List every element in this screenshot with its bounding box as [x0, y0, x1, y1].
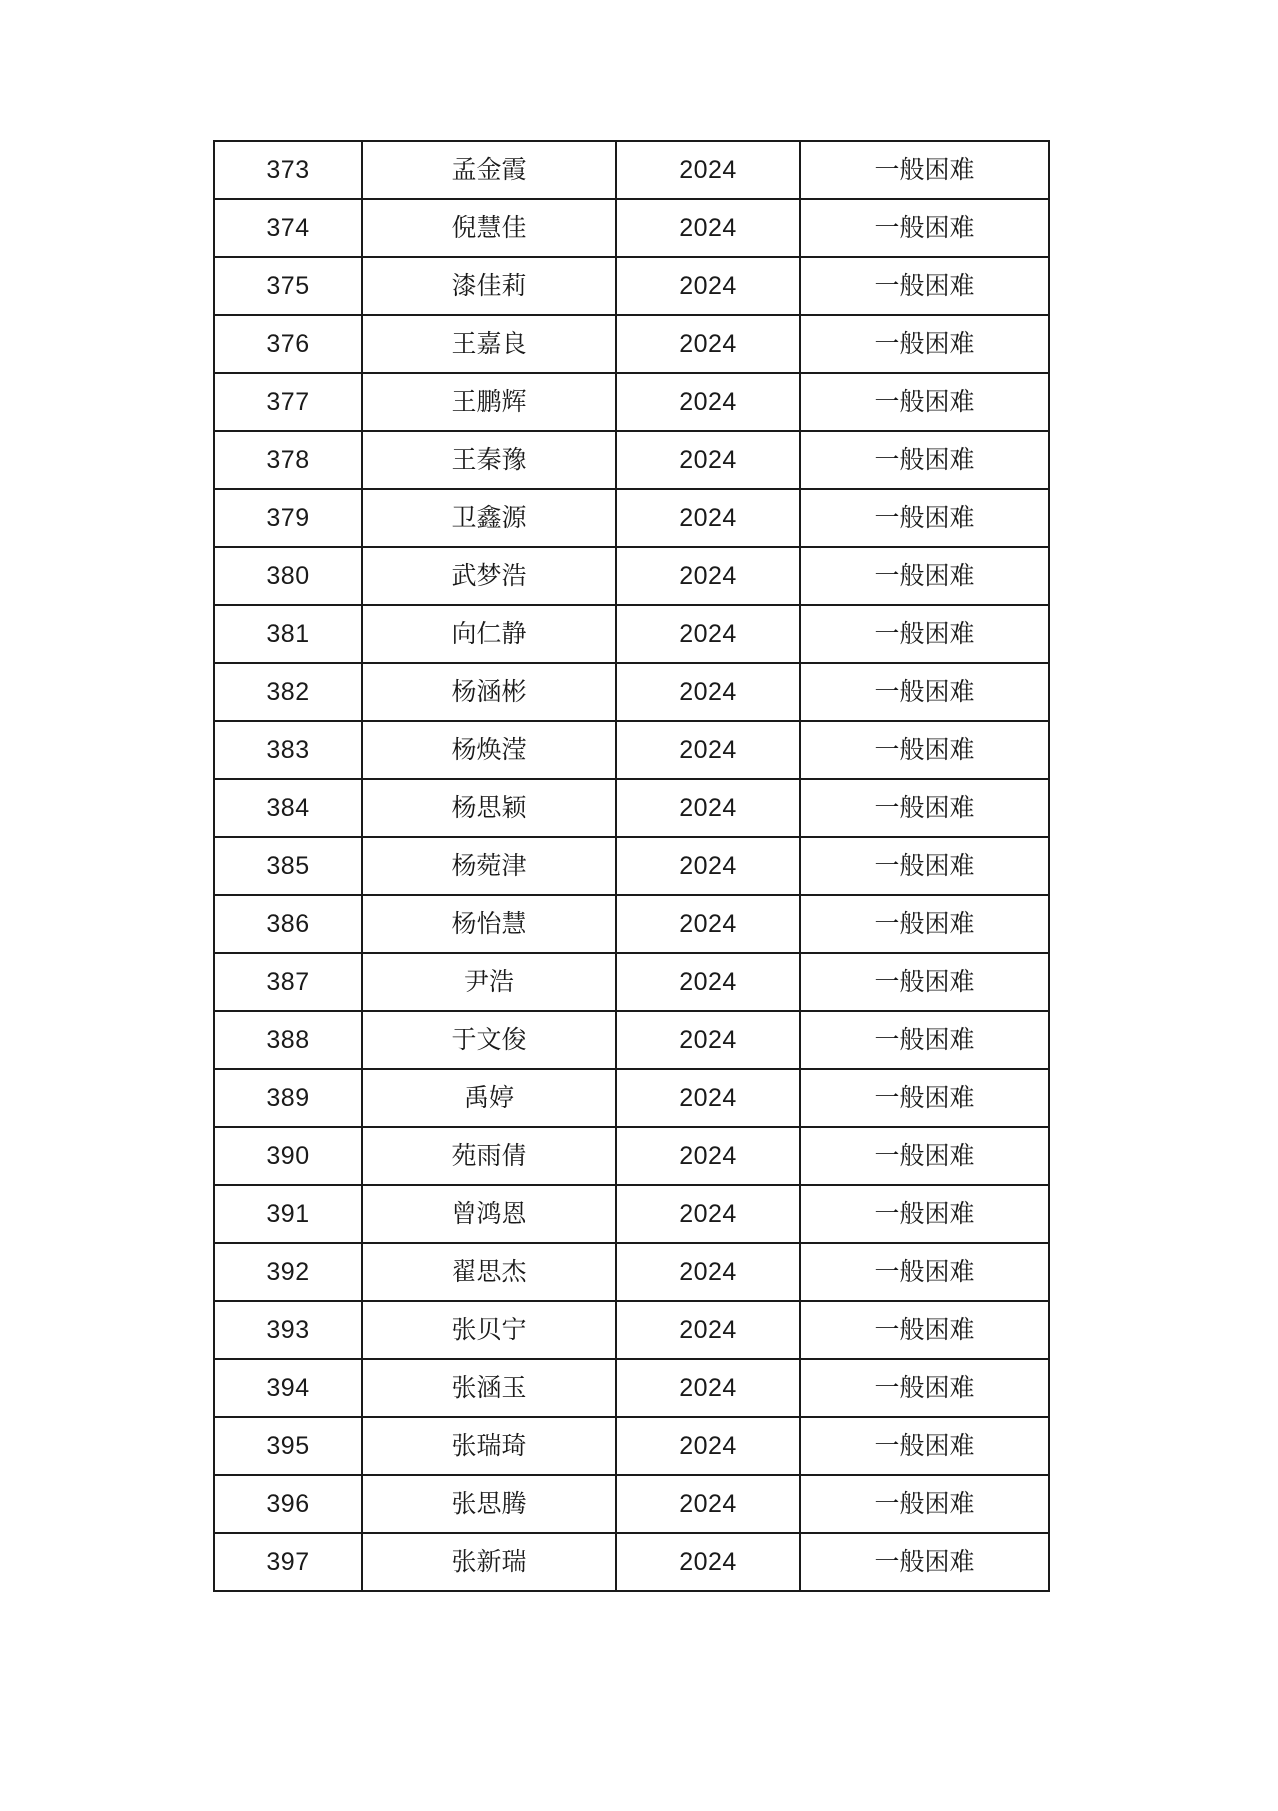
row-number-cell: 382 — [214, 663, 362, 721]
table-row — [214, 1127, 1049, 1185]
student-name-cell: 向仁静 — [362, 605, 616, 663]
year-cell: 2024 — [616, 837, 800, 895]
table-row — [214, 489, 1049, 547]
table-row — [214, 1359, 1049, 1417]
year-cell: 2024 — [616, 1185, 800, 1243]
difficulty-level-cell: 一般困难 — [800, 1475, 1049, 1533]
year-cell: 2024 — [616, 257, 800, 315]
student-name-cell: 张瑞琦 — [362, 1417, 616, 1475]
difficulty-level-cell: 一般困难 — [800, 1069, 1049, 1127]
row-number-cell: 387 — [214, 953, 362, 1011]
table-row — [214, 431, 1049, 489]
student-name-cell: 尹浩 — [362, 953, 616, 1011]
row-number-cell: 392 — [214, 1243, 362, 1301]
roster-table-body — [214, 141, 1049, 1591]
year-cell: 2024 — [616, 1359, 800, 1417]
student-name-cell: 王嘉良 — [362, 315, 616, 373]
year-cell: 2024 — [616, 373, 800, 431]
difficulty-level-cell: 一般困难 — [800, 315, 1049, 373]
year-cell: 2024 — [616, 547, 800, 605]
table-row — [214, 1011, 1049, 1069]
difficulty-level-cell: 一般困难 — [800, 721, 1049, 779]
difficulty-level-cell: 一般困难 — [800, 257, 1049, 315]
student-name-cell: 武梦浩 — [362, 547, 616, 605]
student-name-cell: 王秦豫 — [362, 431, 616, 489]
table-row — [214, 1475, 1049, 1533]
difficulty-level-cell: 一般困难 — [800, 779, 1049, 837]
student-name-cell: 翟思杰 — [362, 1243, 616, 1301]
year-cell: 2024 — [616, 431, 800, 489]
difficulty-level-cell: 一般困难 — [800, 1127, 1049, 1185]
row-number-cell: 394 — [214, 1359, 362, 1417]
table-row — [214, 663, 1049, 721]
student-name-cell: 卫鑫源 — [362, 489, 616, 547]
difficulty-level-cell: 一般困难 — [800, 1359, 1049, 1417]
row-number-cell: 386 — [214, 895, 362, 953]
table-row — [214, 315, 1049, 373]
row-number-cell: 379 — [214, 489, 362, 547]
difficulty-level-cell: 一般困难 — [800, 1185, 1049, 1243]
difficulty-level-cell: 一般困难 — [800, 547, 1049, 605]
year-cell: 2024 — [616, 489, 800, 547]
table-row — [214, 1243, 1049, 1301]
row-number-cell: 393 — [214, 1301, 362, 1359]
difficulty-level-cell: 一般困难 — [800, 1301, 1049, 1359]
row-number-cell: 391 — [214, 1185, 362, 1243]
student-name-cell: 张思腾 — [362, 1475, 616, 1533]
student-name-cell: 苑雨倩 — [362, 1127, 616, 1185]
difficulty-level-cell: 一般困难 — [800, 141, 1049, 199]
year-cell: 2024 — [616, 1533, 800, 1591]
student-name-cell: 孟金霞 — [362, 141, 616, 199]
row-number-cell: 388 — [214, 1011, 362, 1069]
year-cell: 2024 — [616, 1475, 800, 1533]
table-row — [214, 257, 1049, 315]
student-name-cell: 漆佳莉 — [362, 257, 616, 315]
difficulty-level-cell: 一般困难 — [800, 605, 1049, 663]
table-row — [214, 1185, 1049, 1243]
difficulty-level-cell: 一般困难 — [800, 199, 1049, 257]
difficulty-level-cell: 一般困难 — [800, 1417, 1049, 1475]
year-cell: 2024 — [616, 663, 800, 721]
table-row — [214, 547, 1049, 605]
table-row — [214, 1533, 1049, 1591]
table-row — [214, 1301, 1049, 1359]
table-row — [214, 837, 1049, 895]
year-cell: 2024 — [616, 1011, 800, 1069]
year-cell: 2024 — [616, 1127, 800, 1185]
difficulty-level-cell: 一般困难 — [800, 1243, 1049, 1301]
difficulty-level-cell: 一般困难 — [800, 1533, 1049, 1591]
row-number-cell: 377 — [214, 373, 362, 431]
year-cell: 2024 — [616, 895, 800, 953]
student-name-cell: 张贝宁 — [362, 1301, 616, 1359]
year-cell: 2024 — [616, 315, 800, 373]
student-name-cell: 于文俊 — [362, 1011, 616, 1069]
table-row — [214, 721, 1049, 779]
row-number-cell: 396 — [214, 1475, 362, 1533]
row-number-cell: 378 — [214, 431, 362, 489]
row-number-cell: 390 — [214, 1127, 362, 1185]
student-name-cell: 王鹏辉 — [362, 373, 616, 431]
table-row — [214, 1417, 1049, 1475]
difficulty-level-cell: 一般困难 — [800, 953, 1049, 1011]
difficulty-level-cell: 一般困难 — [800, 431, 1049, 489]
year-cell: 2024 — [616, 779, 800, 837]
year-cell: 2024 — [616, 141, 800, 199]
difficulty-level-cell: 一般困难 — [800, 837, 1049, 895]
student-name-cell: 杨涵彬 — [362, 663, 616, 721]
table-row — [214, 953, 1049, 1011]
student-name-cell: 杨焕滢 — [362, 721, 616, 779]
year-cell: 2024 — [616, 1243, 800, 1301]
student-name-cell: 杨怡慧 — [362, 895, 616, 953]
student-name-cell: 禹婷 — [362, 1069, 616, 1127]
difficulty-level-cell: 一般困难 — [800, 373, 1049, 431]
row-number-cell: 397 — [214, 1533, 362, 1591]
row-number-cell: 374 — [214, 199, 362, 257]
year-cell: 2024 — [616, 1301, 800, 1359]
table-row — [214, 605, 1049, 663]
row-number-cell: 373 — [214, 141, 362, 199]
difficulty-level-cell: 一般困难 — [800, 489, 1049, 547]
table-row — [214, 1069, 1049, 1127]
student-name-cell: 倪慧佳 — [362, 199, 616, 257]
student-name-cell: 杨菀津 — [362, 837, 616, 895]
student-name-cell: 杨思颖 — [362, 779, 616, 837]
year-cell: 2024 — [616, 953, 800, 1011]
year-cell: 2024 — [616, 199, 800, 257]
row-number-cell: 376 — [214, 315, 362, 373]
difficulty-level-cell: 一般困难 — [800, 1011, 1049, 1069]
table-row — [214, 895, 1049, 953]
difficulty-level-cell: 一般困难 — [800, 663, 1049, 721]
table-row — [214, 373, 1049, 431]
table-row — [214, 779, 1049, 837]
year-cell: 2024 — [616, 1069, 800, 1127]
difficulty-level-cell: 一般困难 — [800, 895, 1049, 953]
table-row — [214, 199, 1049, 257]
row-number-cell: 389 — [214, 1069, 362, 1127]
roster-table — [213, 140, 1050, 1592]
row-number-cell: 384 — [214, 779, 362, 837]
row-number-cell: 381 — [214, 605, 362, 663]
year-cell: 2024 — [616, 1417, 800, 1475]
row-number-cell: 375 — [214, 257, 362, 315]
row-number-cell: 385 — [214, 837, 362, 895]
student-name-cell: 张涵玉 — [362, 1359, 616, 1417]
row-number-cell: 383 — [214, 721, 362, 779]
year-cell: 2024 — [616, 605, 800, 663]
year-cell: 2024 — [616, 721, 800, 779]
student-name-cell: 曾鸿恩 — [362, 1185, 616, 1243]
row-number-cell: 395 — [214, 1417, 362, 1475]
student-name-cell: 张新瑞 — [362, 1533, 616, 1591]
row-number-cell: 380 — [214, 547, 362, 605]
table-row — [214, 141, 1049, 199]
